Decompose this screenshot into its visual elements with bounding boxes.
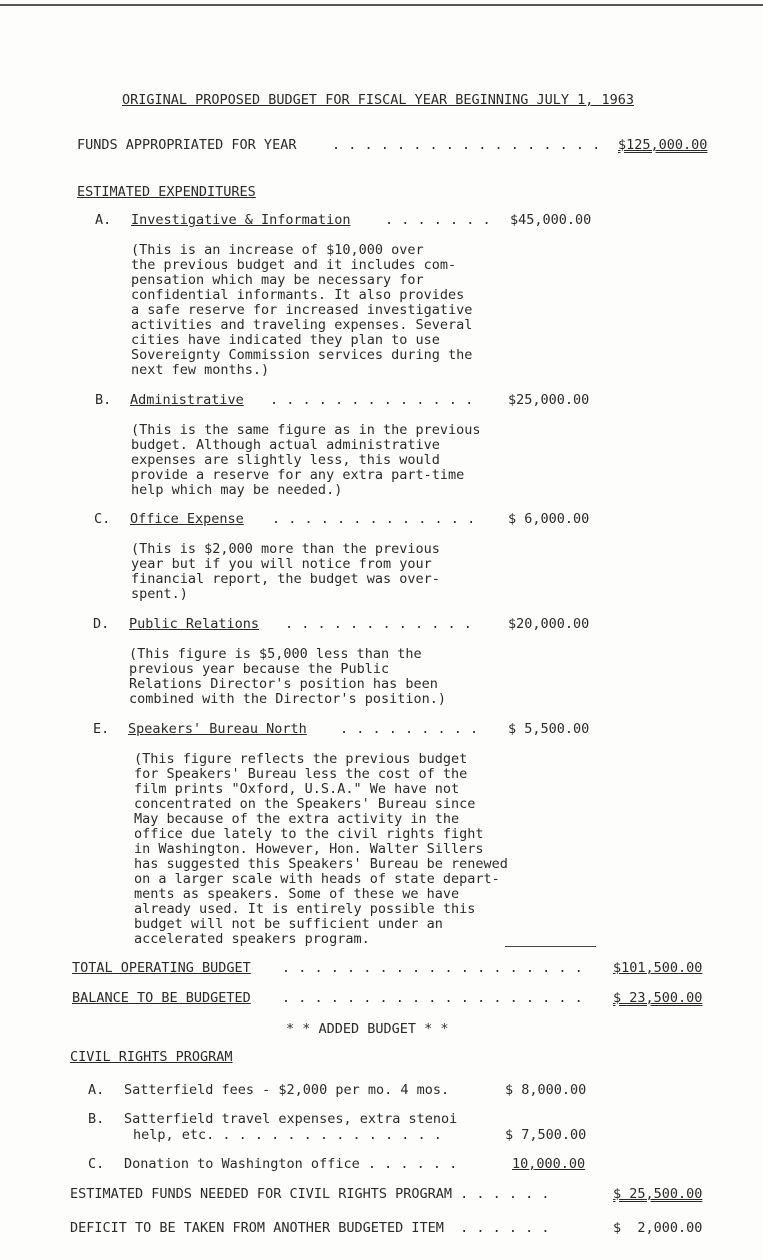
item-b-label: Administrative: [130, 392, 244, 408]
civil-item-b-letter: B.: [88, 1111, 105, 1127]
deficit-label: DEFICIT TO BE TAKEN FROM ANOTHER BUDGETED ITEM . . . . . .: [70, 1220, 550, 1236]
estimated-funds-amount: $ 25,500.00: [613, 1186, 703, 1202]
civil-item-a-label: Satterfield fees - $2,000 per mo. 4 mos.: [124, 1082, 450, 1098]
page-title: ORIGINAL PROPOSED BUDGET FOR FISCAL YEAR BEGINNING JULY 1, 1963: [122, 92, 635, 108]
item-d-leader: . . . . . . . . . . . .: [285, 616, 472, 632]
civil-item-c-label: Donation to Washington office . . . . . .: [124, 1156, 458, 1172]
funds-label: FUNDS APPROPRIATED FOR YEAR: [77, 137, 297, 153]
item-e-label: Speakers' Bureau North: [128, 721, 307, 737]
item-c-label: Office Expense: [130, 511, 244, 527]
item-c-amount: $ 6,000.00: [508, 511, 590, 527]
civil-item-c-letter: C.: [88, 1156, 105, 1172]
funds-amount: $125,000.00: [618, 137, 708, 153]
item-c-leader: . . . . . . . . . . . . .: [272, 511, 476, 527]
deficit-amount: $ 2,000.00: [613, 1220, 703, 1236]
item-e-letter: E.: [93, 721, 110, 737]
added-budget-heading: [286, 1022, 449, 1037]
balance-leader: . . . . . . . . . . . . . . . . . . .: [282, 990, 583, 1006]
item-d-amount: $20,000.00: [508, 616, 590, 632]
item-e-note: (This figure reflects the previous budget for Speakers' Bureau less the cost of the film prints "Oxford, U.S.A." We have not concentrated on the Speakers' Bureau since May because of the extra activity in the office due lately to the civil rights fight in Washington. However, Hon. Walter Sillers has suggested this Speakers' Bureau be renewed on a larger scale with heads of state depart- ments as speakers. Some of these we have already used. It is entirely possible this budget will not be sufficient under an accelerated speakers program.: [134, 751, 508, 947]
civil-item-a-letter: A.: [88, 1082, 105, 1098]
subtotal-rule: [505, 946, 596, 947]
civil-item-a-amount: $ 8,000.00: [505, 1082, 587, 1098]
estimated-funds-label: ESTIMATED FUNDS NEEDED FOR CIVIL RIGHTS PROGRAM . . . . . .: [70, 1186, 550, 1202]
total-operating-leader: . . . . . . . . . . . . . . . . . . .: [282, 960, 583, 976]
item-e-leader: . . . . . . . . .: [340, 721, 479, 737]
item-d-label: Public Relations: [129, 616, 260, 632]
item-a-label: Investigative & Information: [131, 212, 351, 228]
civil-item-c-amount: 10,000.00: [512, 1156, 586, 1172]
item-a-amount: $45,000.00: [510, 212, 592, 228]
item-c-note: (This is $2,000 more than the previous year but if you will notice from your financial report, the budget was over- spent.): [131, 541, 440, 602]
item-b-letter: B.: [95, 392, 112, 408]
estimated-expenditures-heading: ESTIMATED EXPENDITURES: [77, 184, 256, 200]
item-e-amount: $ 5,500.00: [508, 721, 590, 737]
funds-leader: . . . . . . . . . . . . . . . . .: [332, 137, 601, 153]
top-border: [0, 4, 763, 6]
item-a-note: (This is an increase of $10,000 over the previous budget and it includes com- pensation which may be necessary for confidential informants. It also provides a safe reserve for increased investigative activities and traveling expenses. Several cities have indicated they plan to use Sovereignty Commission services during the next few months.): [131, 242, 473, 378]
item-a-leader: . . . . . . .: [385, 212, 491, 228]
item-a-letter: A.: [95, 212, 112, 228]
total-operating-amount: $101,500.00: [613, 960, 703, 976]
item-b-amount: $25,000.00: [508, 392, 590, 408]
item-d-note: (This figure is $5,000 less than the previous year because the Public Relations Director's position has been combined with the Director's position.): [129, 646, 446, 707]
civil-item-b-label: Satterfield travel expenses, extra stenoi: [124, 1111, 458, 1127]
total-operating-label: TOTAL OPERATING BUDGET: [72, 960, 251, 976]
civil-item-b-label-line2: help, etc. . . . . . . . . . . . . . .: [133, 1127, 442, 1143]
civil-rights-heading: CIVIL RIGHTS PROGRAM: [70, 1049, 233, 1065]
item-b-leader: . . . . . . . . . . . . .: [270, 392, 474, 408]
item-d-letter: D.: [93, 616, 110, 632]
civil-item-b-amount: $ 7,500.00: [505, 1127, 587, 1143]
item-b-note: (This is the same figure as in the previous budget. Although actual administrative expenses are slightly less, this would provide a reserve for any extra part-time help which may be needed.): [131, 422, 481, 498]
balance-amount: $ 23,500.00: [613, 990, 703, 1006]
item-c-letter: C.: [94, 511, 111, 527]
balance-label: BALANCE TO BE BUDGETED: [72, 990, 251, 1006]
added-budget-text: * * ADDED BUDGET * *: [286, 1021, 449, 1037]
